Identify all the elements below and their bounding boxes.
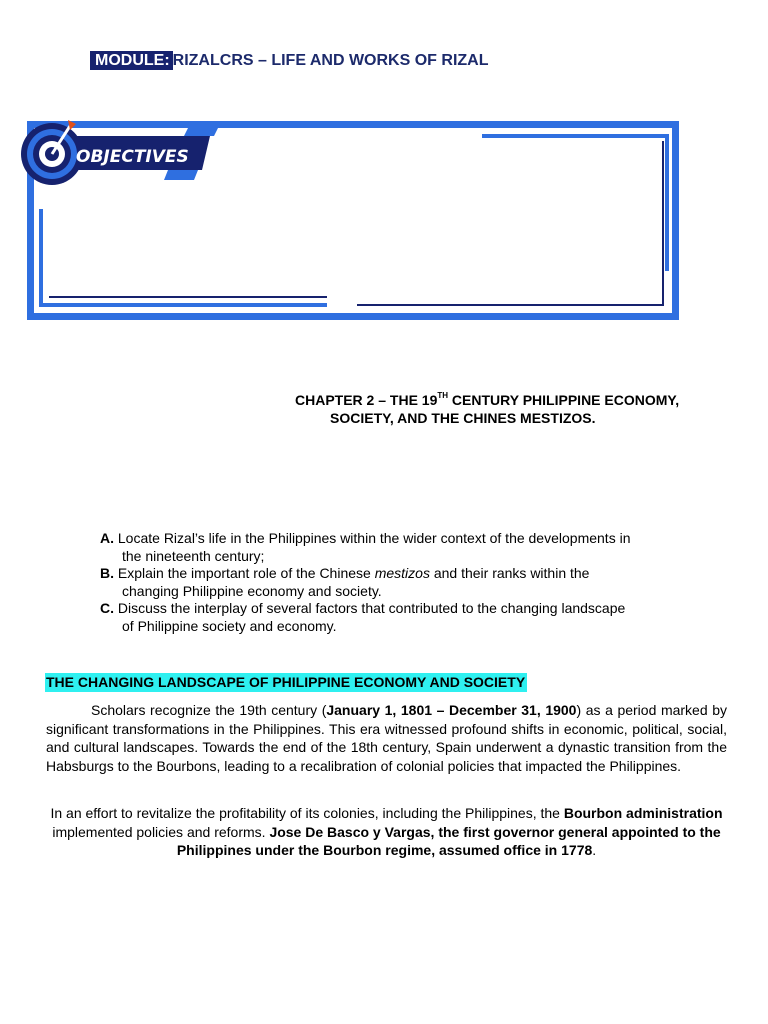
objective-emphasis: mestizos [374, 565, 430, 581]
paragraph-2 [46, 804, 727, 860]
objective-letter: C. [100, 600, 114, 616]
objective-letter: B. [100, 565, 114, 581]
paragraph-text: . [592, 842, 597, 858]
paragraph-bold: Jose De Basco y Vargas, the first governor general appointed to the Philippines under the Bourbon regime, assumed office in 1778 [176, 823, 721, 858]
badge-label: OBJECTIVES [76, 147, 189, 167]
objective-text: and their ranks within the [429, 565, 590, 581]
chapter-superscript: TH [437, 391, 449, 400]
objective-text-cont: of Philippine society and economy. [122, 617, 337, 634]
objectives-list [100, 530, 700, 635]
objective-letter: A. [100, 530, 114, 546]
paragraph-text: Scholars recognize the 19th century ( [91, 702, 327, 718]
objective-item-b [100, 565, 700, 600]
module-title: RIZALCRS – LIFE AND WORKS OF RIZAL [172, 52, 489, 69]
paragraph-bold: Bourbon administration [563, 805, 723, 821]
paragraph-text: In an effort to revitalize the profitability of its colonies, including the Philippines, the [50, 805, 564, 821]
paragraph-text: ) as a period marked by significant transformations in the Philippines. This era witnessed profound shifts in economic, political, social, and cultural landscapes. Towards the end of the 18th century, Spain underwent a dynastic transition from the Habsburgs to the Bourbons, leading to a recalibration of colonial policies that impacted the Philippines. [46, 702, 727, 774]
chapter-title [295, 391, 735, 427]
chapter-line1-pre: CHAPTER 2 – THE 19 [295, 392, 438, 408]
chapter-line1-post: CENTURY PHILIPPINE ECONOMY, [448, 392, 680, 408]
objective-text: Explain the important role of the Chinese [114, 565, 375, 581]
paragraph-text: implemented policies and reforms. [52, 823, 270, 840]
objective-item-c [100, 600, 700, 635]
chapter-title-line1 [295, 391, 735, 409]
objective-item-a [100, 530, 700, 565]
paragraph-bold: January 1, 1801 – December 31, 1900 [326, 702, 577, 718]
objective-text: Locate Rizal’s life in the Philippines within the wider context of the developments in [114, 530, 631, 546]
module-label: MODULE: [90, 51, 173, 70]
section-heading: THE CHANGING LANDSCAPE OF PHILIPPINE ECONOMY AND SOCIETY [46, 674, 526, 690]
target-icon [21, 120, 83, 185]
objective-text-cont: changing Philippine economy and society. [122, 582, 382, 599]
module-header [90, 52, 489, 70]
objective-text: Discuss the interplay of several factors that contributed to the changing landscape [114, 600, 626, 616]
paragraph-1 [46, 701, 727, 775]
objectives-badge [18, 118, 218, 190]
objective-text-cont: the nineteenth century; [122, 547, 265, 564]
chapter-title-line2: SOCIETY, AND THE CHINES MESTIZOS. [330, 410, 596, 426]
